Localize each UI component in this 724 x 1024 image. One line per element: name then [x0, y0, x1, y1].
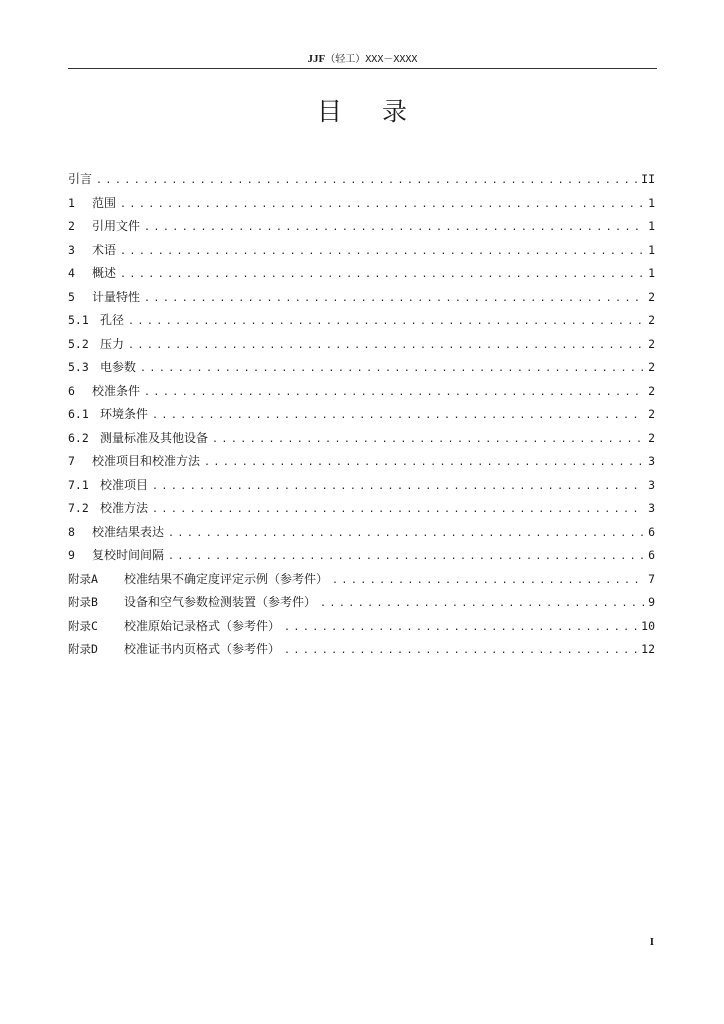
toc-leader-dots — [168, 545, 644, 569]
toc-leader-dots — [284, 616, 637, 640]
toc-entry-label: 引用文件 — [92, 219, 141, 233]
page-number: I — [649, 936, 654, 948]
toc-entry-label: 电参数 — [100, 360, 137, 374]
toc-entry-label: 校准结果表达 — [92, 524, 165, 539]
toc-entry-5-3[interactable] — [68, 356, 655, 380]
toc-entry-label: 校准项目和校准方法 — [92, 454, 201, 468]
toc-leader-dots — [144, 216, 644, 240]
toc-leader-dots — [128, 334, 644, 358]
toc-entry-label: 校准证书内页格式（参考件） — [124, 642, 281, 656]
toc-entry-number: 4 — [68, 266, 75, 280]
header-standard-code: JJF — [307, 53, 326, 65]
toc-entry-page: 7 — [648, 571, 655, 586]
toc-entry-6-1[interactable] — [68, 403, 655, 427]
header-standard-number: （轻工）XXX－XXXX — [325, 54, 418, 65]
toc-leader-dots — [144, 287, 644, 311]
toc-entry-number: 5 — [68, 289, 75, 304]
toc-leader-dots — [204, 451, 644, 475]
toc-entry-label: 计量特性 — [92, 289, 141, 304]
toc-entry-label: 术语 — [92, 242, 117, 257]
toc-entry-page: 2 — [648, 336, 655, 351]
toc-entry-appendix-d[interactable] — [68, 638, 655, 662]
toc-entry-number: 7 — [68, 454, 75, 468]
toc-leader-dots — [96, 169, 637, 193]
toc-entry-page: 3 — [648, 454, 655, 468]
toc-entry-page: 3 — [648, 477, 655, 492]
toc-entry-label: 校准方法 — [100, 501, 149, 515]
toc-entry-label: 复校时间间隔 — [92, 548, 165, 562]
toc-leader-dots — [212, 428, 644, 452]
toc-entry-1[interactable] — [68, 192, 655, 216]
toc-leader-dots — [128, 310, 644, 334]
toc-entry-number: 6 — [68, 383, 75, 398]
toc-entry-appendix-c[interactable] — [68, 615, 655, 639]
toc-leader-dots — [152, 404, 644, 428]
toc-entry-page: II — [641, 172, 655, 186]
toc-entry-foreword[interactable] — [68, 168, 655, 192]
toc-entry-number: 附录D — [68, 642, 98, 656]
toc-entry-6[interactable] — [68, 380, 655, 404]
toc-leader-dots — [152, 475, 644, 499]
toc-entry-label: 压力 — [100, 336, 125, 351]
toc-leader-dots — [168, 522, 644, 546]
running-header — [68, 48, 657, 69]
toc-leader-dots — [120, 263, 644, 287]
toc-entry-number: 6.1 — [68, 407, 89, 421]
toc-entry-number: 3 — [68, 242, 75, 257]
toc-entry-page: 2 — [648, 360, 655, 374]
toc-entry-9[interactable] — [68, 544, 655, 568]
toc-entry-8[interactable] — [68, 521, 655, 545]
toc-entry-number: 9 — [68, 548, 75, 562]
toc-leader-dots — [332, 569, 644, 593]
table-of-contents — [68, 168, 655, 662]
toc-entry-2[interactable] — [68, 215, 655, 239]
toc-entry-label: 范围 — [92, 195, 117, 210]
toc-entry-label: 测量标准及其他设备 — [100, 430, 209, 445]
toc-entry-appendix-b[interactable] — [68, 591, 655, 615]
toc-entry-page: 2 — [648, 289, 655, 304]
toc-leader-dots — [144, 381, 644, 405]
toc-entry-3[interactable] — [68, 239, 655, 263]
toc-entry-label: 引言 — [68, 172, 93, 186]
toc-entry-appendix-a[interactable] — [68, 568, 655, 592]
toc-entry-7-1[interactable] — [68, 474, 655, 498]
toc-entry-page: 1 — [648, 195, 655, 210]
toc-entry-label: 概述 — [92, 266, 117, 280]
toc-entry-page: 2 — [648, 383, 655, 398]
toc-entry-label: 校准条件 — [92, 383, 141, 398]
toc-entry-label: 校准项目 — [100, 477, 149, 492]
toc-entry-label: 校准原始记录格式（参考件） — [124, 618, 281, 633]
toc-entry-page: 2 — [648, 430, 655, 445]
toc-entry-5[interactable] — [68, 286, 655, 310]
toc-entry-number: 6.2 — [68, 430, 89, 445]
toc-entry-number: 附录C — [68, 618, 98, 633]
toc-entry-number: 1 — [68, 195, 75, 210]
toc-entry-number: 7.1 — [68, 477, 89, 492]
toc-leader-dots — [140, 357, 644, 381]
toc-entry-label: 设备和空气参数检测装置（参考件） — [124, 595, 317, 609]
toc-entry-page: 1 — [648, 242, 655, 257]
toc-entry-number: 附录A — [68, 571, 98, 586]
toc-entry-7[interactable] — [68, 450, 655, 474]
toc-entry-number: 5.1 — [68, 313, 89, 327]
toc-leader-dots — [284, 639, 637, 663]
toc-leader-dots — [120, 240, 644, 264]
toc-entry-7-2[interactable] — [68, 497, 655, 521]
toc-entry-5-1[interactable] — [68, 309, 655, 333]
toc-entry-number: 5.3 — [68, 360, 89, 374]
toc-entry-page: 2 — [648, 313, 655, 327]
toc-entry-4[interactable] — [68, 262, 655, 286]
toc-entry-5-2[interactable] — [68, 333, 655, 357]
toc-entry-page: 6 — [648, 548, 655, 562]
toc-entry-page: 2 — [648, 407, 655, 421]
toc-entry-number: 附录B — [68, 595, 98, 609]
toc-entry-page: 12 — [641, 642, 655, 656]
toc-entry-number: 2 — [68, 219, 75, 233]
toc-entry-page: 3 — [648, 501, 655, 515]
toc-entry-label: 校准结果不确定度评定示例（参考件） — [124, 571, 329, 586]
toc-entry-page: 10 — [641, 618, 655, 633]
toc-entry-6-2[interactable] — [68, 427, 655, 451]
toc-entry-page: 1 — [648, 219, 655, 233]
toc-entry-page: 1 — [648, 266, 655, 280]
toc-entry-page: 9 — [648, 595, 655, 609]
toc-entry-number: 8 — [68, 524, 75, 539]
toc-entry-page: 6 — [648, 524, 655, 539]
page-title: 目录 — [316, 97, 447, 126]
toc-leader-dots — [152, 498, 644, 522]
toc-entry-number: 5.2 — [68, 336, 89, 351]
toc-entry-label: 孔径 — [100, 313, 125, 327]
toc-leader-dots — [120, 193, 644, 217]
toc-entry-label: 环境条件 — [100, 407, 149, 421]
toc-entry-number: 7.2 — [68, 501, 89, 515]
toc-leader-dots — [320, 592, 644, 616]
